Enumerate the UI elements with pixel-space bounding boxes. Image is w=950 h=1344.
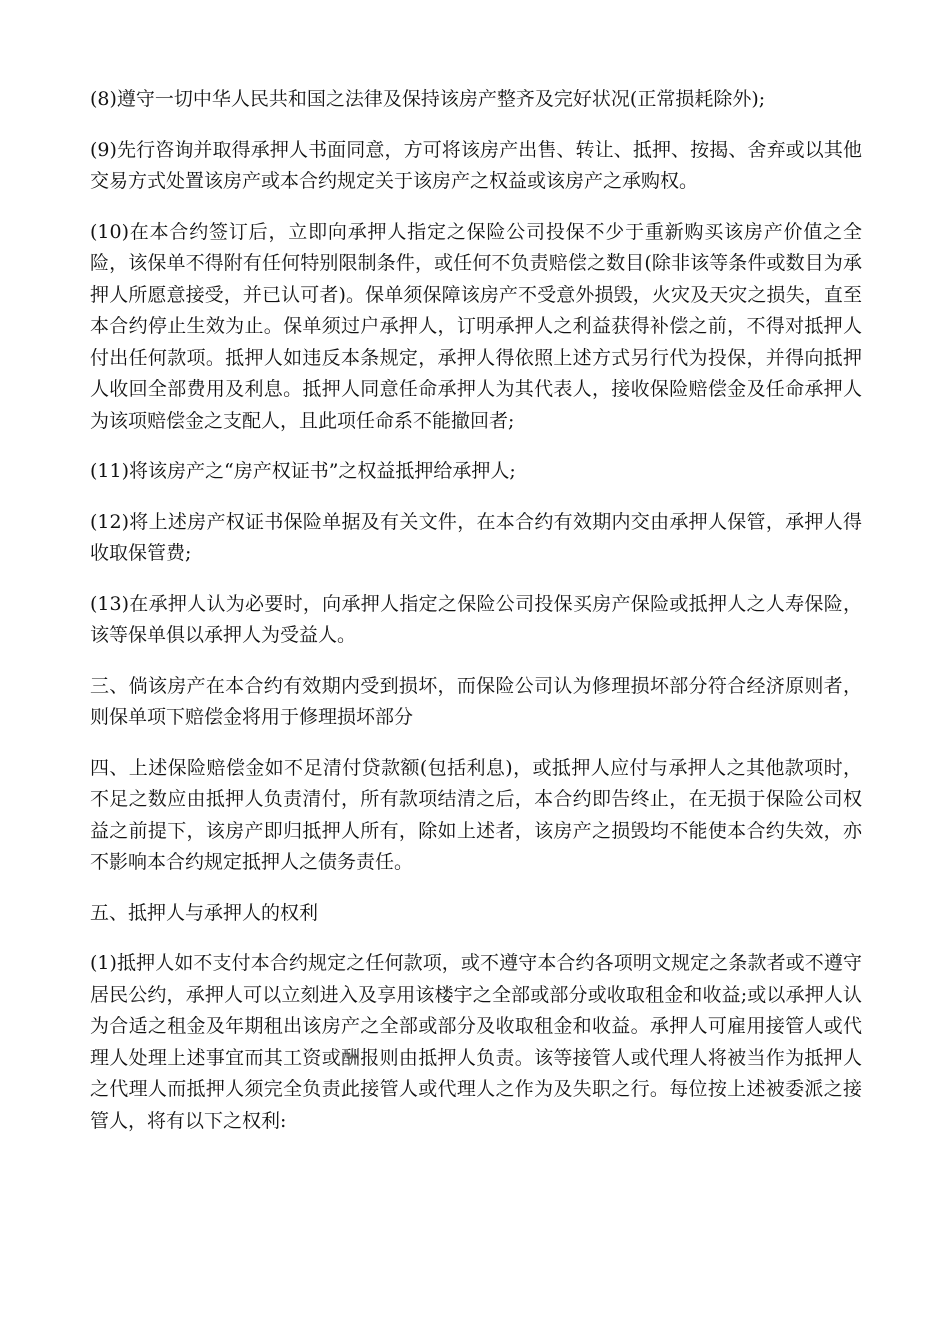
clause-9: (9)先行咨询并取得承押人书面同意，方可将该房产出售、转让、抵押、按揭、舍弃或以其他交易方式处置该房产或本合约规定关于该房产之权益或该房产之承购权。	[90, 138, 862, 192]
section-4: 四、上述保险赔偿金如不足清付贷款额(包括利息)，或抵押人应付与承押人之其他款项时，不足之数应由抵押人负责清付，所有款项结清之后，本合约即告终止，在无损于保险公司权益之前提下，该房产即归抵押人所有，除如上述者，该房产之损毁均不能使本合约失效，亦不影响本合约规定抵押人之债务责任。	[90, 756, 862, 873]
document-page	[90, 84, 862, 1156]
section-5-heading: 五、抵押人与承押人的权利	[90, 901, 319, 924]
clause-11: (11)将该房产之“房产权证书”之权益抵押给承押人;	[90, 460, 516, 482]
clause-8: (8)遵守一切中华人民共和国之法律及保持该房产整齐及完好状况(正常损耗除外);	[90, 88, 766, 110]
clause-12: (12)将上述房产权证书保险单据及有关文件，在本合约有效期内交由承押人保管，承押人得收取保管费;	[90, 510, 862, 564]
clause-13: (13)在承押人认为必要时，向承押人指定之保险公司投保买房产保险或抵押人之人寿保险，该等保单俱以承押人为受益人。	[90, 592, 862, 646]
section-3: 三、倘该房产在本合约有效期内受到损坏，而保险公司认为修理损坏部分符合经济原则者，则保单项下赔偿金将用于修理损坏部分	[90, 674, 862, 728]
section-5-clause-1: (1)抵押人如不支付本合约规定之任何款项，或不遵守本合约各项明文规定之条款者或不遵守居民公约，承押人可以立刻进入及享用该楼宇之全部或部分或收取租金和收益;或以承押人认为合适之租金及年期租出该房产之全部或部分及收取租金和收益。承押人可雇用接管人或代理人处理上述事宜而其工资或酬报则由抵押人负责。该等接管人或代理人将被当作为抵押人之代理人而抵押人须完全负责此接管人或代理人之作为及失职之行。每位按上述被委派之接管人，将有以下之权利:	[90, 952, 862, 1132]
clause-10: (10)在本合约签订后，立即向承押人指定之保险公司投保不少于重新购买该房产价值之全险，该保单不得附有任何特别限制条件，或任何不负责赔偿之数目(除非该等条件或数目为承押人所愿意接受，并已认可者)。保单须保障该房产不受意外损毁，火灾及天灾之损失，直至本合约停止生效为止。保单须过户承押人，订明承押人之利益获得补偿之前，不得对抵押人付出任何款项。抵押人如违反本条规定，承押人得依照上述方式另行代为投保，并得向抵押人收回全部费用及利息。抵押人同意任命承押人为其代表人，接收保险赔偿金及任命承押人为该项赔偿金之支配人，且此项任命系不能撤回者;	[90, 220, 862, 432]
